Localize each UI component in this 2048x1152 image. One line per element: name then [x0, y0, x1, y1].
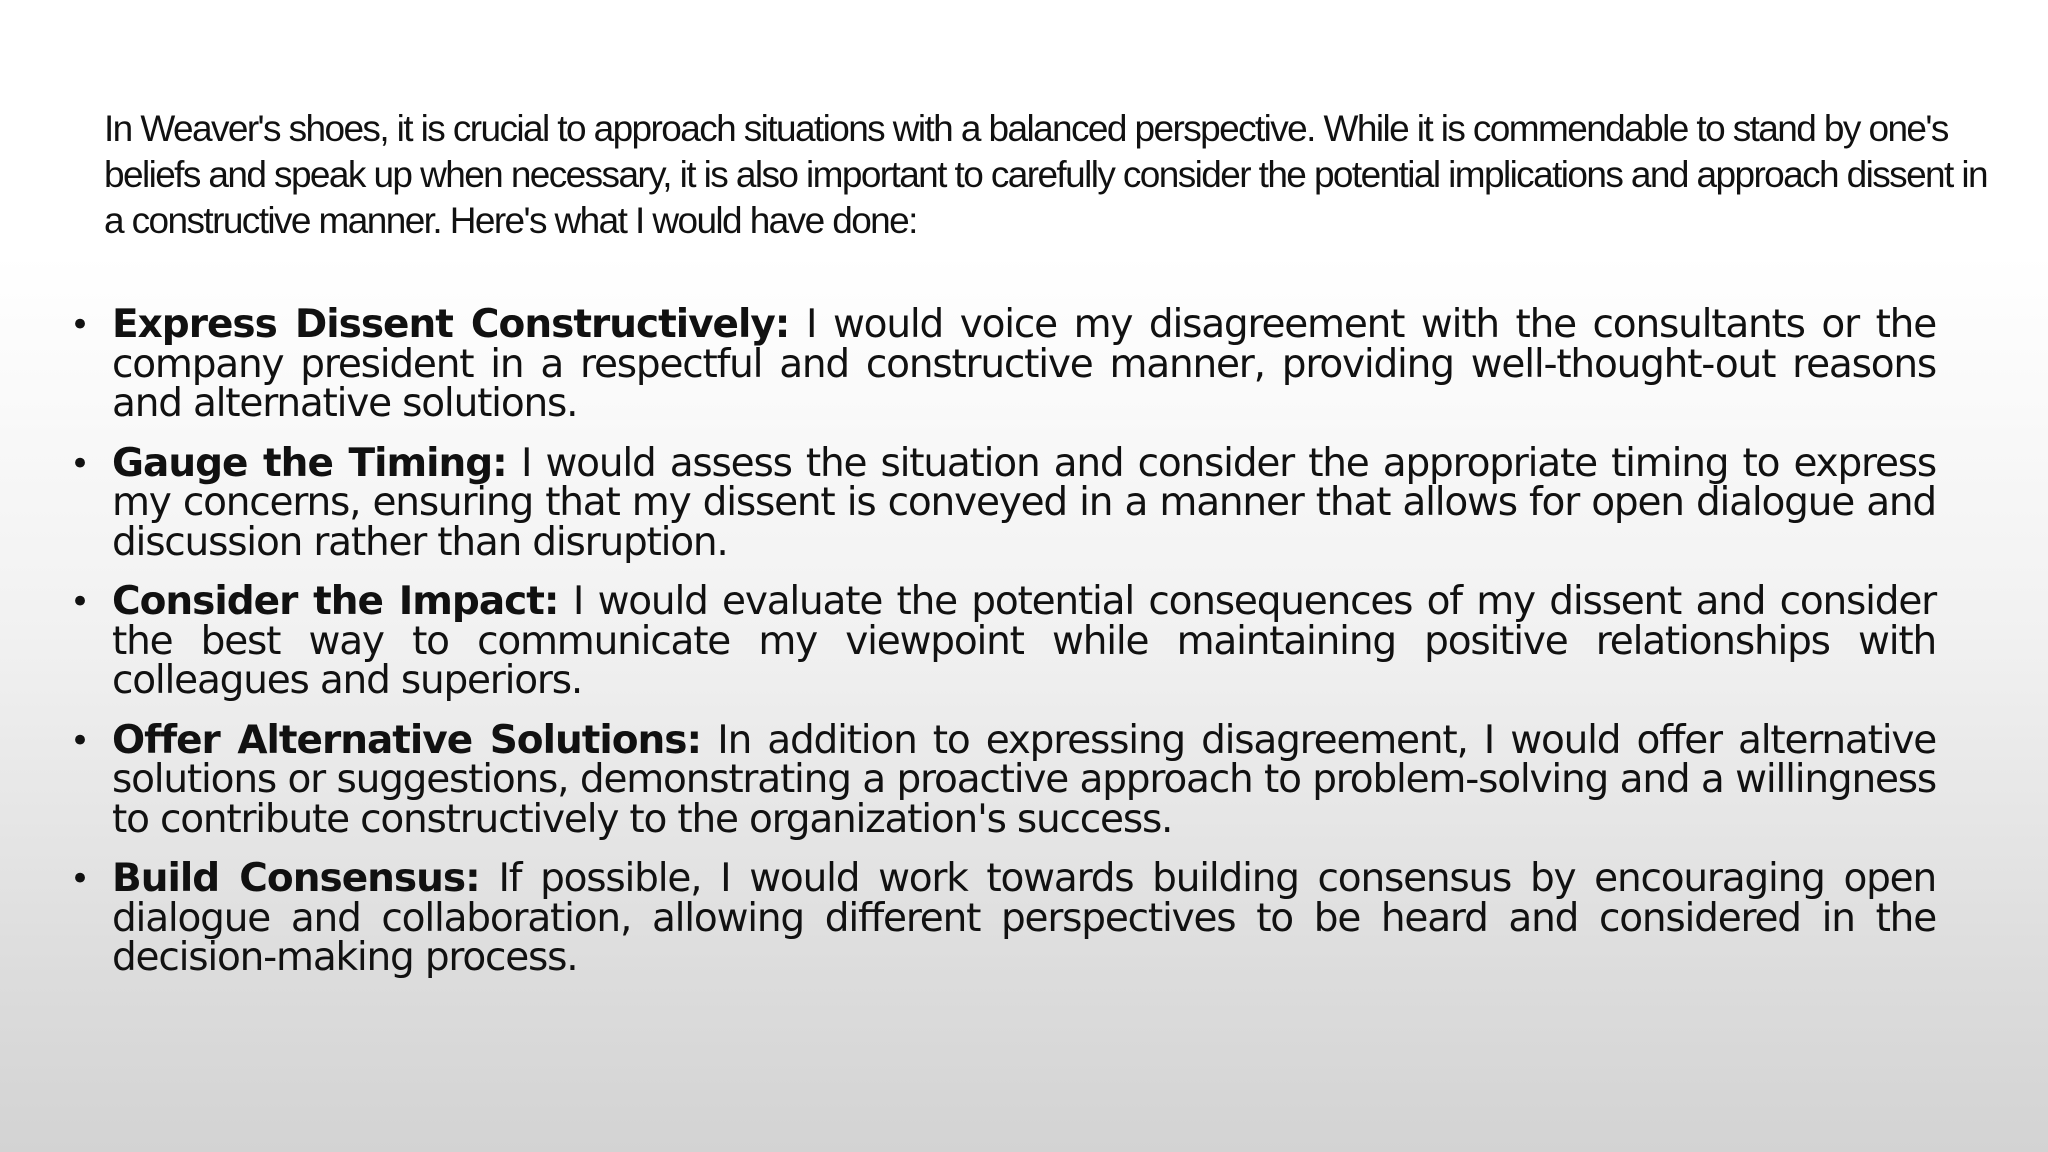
bullet-item — [70, 856, 1936, 980]
bullet-term: Express Dissent Constructively: — [112, 302, 790, 347]
bullet-list — [70, 302, 1937, 998]
bullet-text: I would evaluate the potential consequences of my dissent and consider the best way to communicate my viewpoint while maintaining positive relationships with colleagues and superiors. — [112, 579, 1936, 703]
bullet-term: Consider the Impact: — [112, 579, 559, 624]
bullet-text: If possible, I would work towards building consensus by encouraging open dialogue and collaboration, allowing different perspectives to be heard and considered in the decision-making process. — [112, 856, 1936, 980]
bullet-text: In addition to expressing disagreement, I would offer alternative solutions or suggestions, demonstrating a proactive approach to problem-solving and a willingness to contribute constructively to the organization's success. — [112, 717, 1937, 842]
bullet-term: Offer Alternative Solutions: — [112, 717, 702, 763]
bullet-dot: • — [70, 582, 91, 622]
bullet-item — [70, 717, 1937, 842]
bullet-item — [70, 440, 1937, 565]
bullet-dot: • — [70, 443, 91, 484]
intro-paragraph: In Weaver's shoes, it is crucial to approach situations with a balanced perspective. While it is commendable to stand by one's beliefs and speak up when necessary, it is also important to carefully consider the potential implications and approach dissent in a constructive manner. Here's what I would have done: — [104, 108, 1987, 241]
bullet-text: I would assess the situation and consider the appropriate timing to express my concerns, ensuring that my dissent is conveyed in a manner that allows for open dialogue and discussion rather than disruption. — [112, 440, 1937, 565]
bullet-item — [70, 579, 1936, 703]
bullet-text: I would voice my disagreement with the consultants or the company president in a respectful and constructive manner, providing well-thought-out reasons and alternative solutions. — [112, 302, 1936, 426]
bullet-dot: • — [70, 305, 91, 345]
bullet-term: Build Consensus: — [112, 856, 480, 901]
bullet-dot: • — [70, 720, 91, 761]
bullet-term: Gauge the Timing: — [112, 440, 507, 486]
bullet-item — [70, 302, 1936, 426]
bullet-dot: • — [70, 859, 91, 899]
